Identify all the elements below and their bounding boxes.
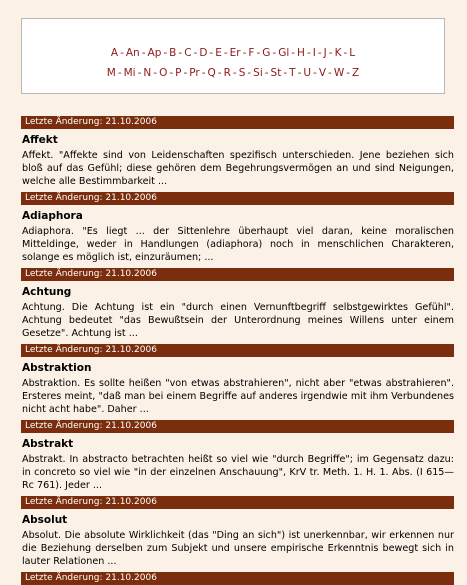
entry-item <box>21 268 454 340</box>
letter-separator: - <box>306 47 311 59</box>
letter-link[interactable]: Z <box>352 67 360 79</box>
letter-separator: - <box>313 67 317 79</box>
entry-excerpt: Adiaphora. "Es liegt ... der Sittenlehre überhaupt viel daran, keine moralischen Mitteldinge, weder in Handlungen (adiaphora) noch in menschlichen Charakteren, solange es möglich ist, einzuräumen; ... <box>22 226 454 263</box>
letter-separator: - <box>153 67 158 79</box>
letter-link[interactable]: O <box>159 67 168 79</box>
letter-separator: - <box>328 47 333 59</box>
letter-link[interactable]: Pr <box>189 67 200 79</box>
letter-separator: - <box>328 67 332 79</box>
letter-link[interactable]: D <box>199 47 208 59</box>
letter-link[interactable]: C <box>184 47 192 59</box>
letter-link[interactable]: E <box>215 47 222 59</box>
letter-separator: - <box>247 67 252 79</box>
entry-item <box>21 116 454 188</box>
letter-link[interactable]: M <box>106 67 116 79</box>
entry-excerpt: Absolut. Die absolute Wirklichkeit (das "Ding an sich") ist unerkennbar, wir erkennen nur die Beziehung derselben zum Subjekt und unsere empirische Erkenntnis bewegt sich in lauter Relationen ... <box>22 530 454 567</box>
entry-date-bar: Letzte Änderung: 21.10.2006 <box>21 116 454 129</box>
entry-date-bar: Letzte Änderung: 21.10.2006 <box>21 496 454 509</box>
letter-separator: - <box>223 47 228 59</box>
letter-separator: - <box>297 67 302 79</box>
letter-link[interactable]: S <box>238 67 246 79</box>
letter-link[interactable]: P <box>175 67 182 79</box>
entry-excerpt: Affekt. "Affekte sind von Leidenschaften spezifisch unterschieden. Jene beziehen sich bloß auf das Gefühl; diese gehören dem Begehrungsvermögen an und sind Neigungen, welche alle Bestimmbarkeit ... <box>22 150 454 187</box>
letter-link[interactable]: T <box>289 67 296 79</box>
entry-date-bar: Letzte Änderung: 21.10.2006 <box>21 572 454 585</box>
letter-link[interactable]: K <box>334 47 342 59</box>
letter-separator: - <box>217 67 222 79</box>
letter-separator: - <box>120 47 124 59</box>
letter-separator: - <box>137 67 142 79</box>
letter-link[interactable]: A <box>110 47 119 59</box>
letter-separator: - <box>343 47 348 59</box>
entry-excerpt: Abstraktion. Es sollte heißen "von etwas abstrahieren", nicht aber "etwas abstrahieren". Ersteres meint, "daß man bei einem Begriffe auf anderes irgendwie mit ihm Verbundenes nicht acht habe". Daher ... <box>22 378 454 415</box>
letter-link[interactable]: Gl <box>278 47 290 59</box>
letter-separator: - <box>346 67 351 79</box>
entry-title-link[interactable]: Absolut <box>22 514 68 526</box>
letter-link[interactable]: R <box>223 67 231 79</box>
letter-separator: - <box>209 47 214 59</box>
letter-link[interactable]: Ap <box>147 47 162 59</box>
letter-separator: - <box>256 47 261 59</box>
letter-separator: - <box>163 47 168 59</box>
letter-link[interactable]: I <box>312 47 316 59</box>
letter-link[interactable]: Si <box>253 67 263 79</box>
letter-link[interactable]: Q <box>207 67 216 79</box>
alphabet-row-1 <box>22 46 444 60</box>
letter-link[interactable]: F <box>248 47 255 59</box>
letter-separator: - <box>169 67 174 79</box>
letter-link[interactable]: W <box>333 67 345 79</box>
letter-separator: - <box>272 47 277 59</box>
letter-link[interactable]: V <box>318 67 327 79</box>
letter-separator: - <box>193 47 198 59</box>
letter-link[interactable]: L <box>349 47 356 59</box>
entry-item <box>21 572 454 585</box>
letter-separator: - <box>183 67 188 79</box>
letter-separator: - <box>232 67 237 79</box>
letter-separator: - <box>178 47 183 59</box>
entry-title-link[interactable]: Affekt <box>22 134 58 146</box>
entry-title-link[interactable]: Abstrakt <box>22 438 74 450</box>
entry-excerpt: Abstrakt. In abstracto betrachten heißt so viel wie "durch Begriffe"; im Gegensatz dazu: in concreto so viel wie "in der einzelnen Anschauung", KrV tr. Meth. 1. H. 1. Abs. (I 615—Rc 761). Jeder ... <box>22 454 454 491</box>
letter-separator: - <box>264 67 269 79</box>
letter-separator: - <box>201 67 206 79</box>
letter-link[interactable]: N <box>143 67 152 79</box>
letter-separator: - <box>141 47 146 59</box>
letter-link[interactable]: B <box>169 47 177 59</box>
alphabet-index-box <box>21 18 445 94</box>
alphabet-row-2 <box>22 66 444 80</box>
letter-link[interactable]: U <box>303 67 312 79</box>
letter-separator: - <box>117 67 122 79</box>
letter-link[interactable]: H <box>297 47 305 59</box>
entry-date-bar: Letzte Änderung: 21.10.2006 <box>21 268 454 281</box>
letter-link[interactable]: An <box>125 47 140 59</box>
entry-excerpt: Achtung. Die Achtung ist ein "durch einen Vernunftbegriff selbstgewirktes Gefühl". Achtung bedeutet "das Bewußtsein der Unterordnung meines Willens unter einem Gesetze". Achtung ist ... <box>22 302 454 339</box>
letter-separator: - <box>283 67 288 79</box>
entry-item <box>21 344 454 416</box>
entry-title-link[interactable]: Abstraktion <box>22 362 92 374</box>
letter-link[interactable]: St <box>270 67 282 79</box>
entry-item <box>21 496 454 568</box>
entry-item <box>21 192 454 264</box>
letter-link[interactable]: Mi <box>123 67 136 79</box>
letter-separator: - <box>317 47 322 59</box>
letter-link[interactable]: Er <box>229 47 241 59</box>
entry-date-bar: Letzte Änderung: 21.10.2006 <box>21 344 454 357</box>
entry-item <box>21 420 454 492</box>
entry-title-link[interactable]: Adiaphora <box>22 210 83 222</box>
letter-separator: - <box>291 47 296 59</box>
letter-link[interactable]: J <box>323 47 327 59</box>
letter-separator: - <box>242 47 247 59</box>
entry-list <box>21 116 454 585</box>
entry-title-link[interactable]: Achtung <box>22 286 72 298</box>
letter-link[interactable]: G <box>262 47 271 59</box>
entry-date-bar: Letzte Änderung: 21.10.2006 <box>21 192 454 205</box>
entry-date-bar: Letzte Änderung: 21.10.2006 <box>21 420 454 433</box>
